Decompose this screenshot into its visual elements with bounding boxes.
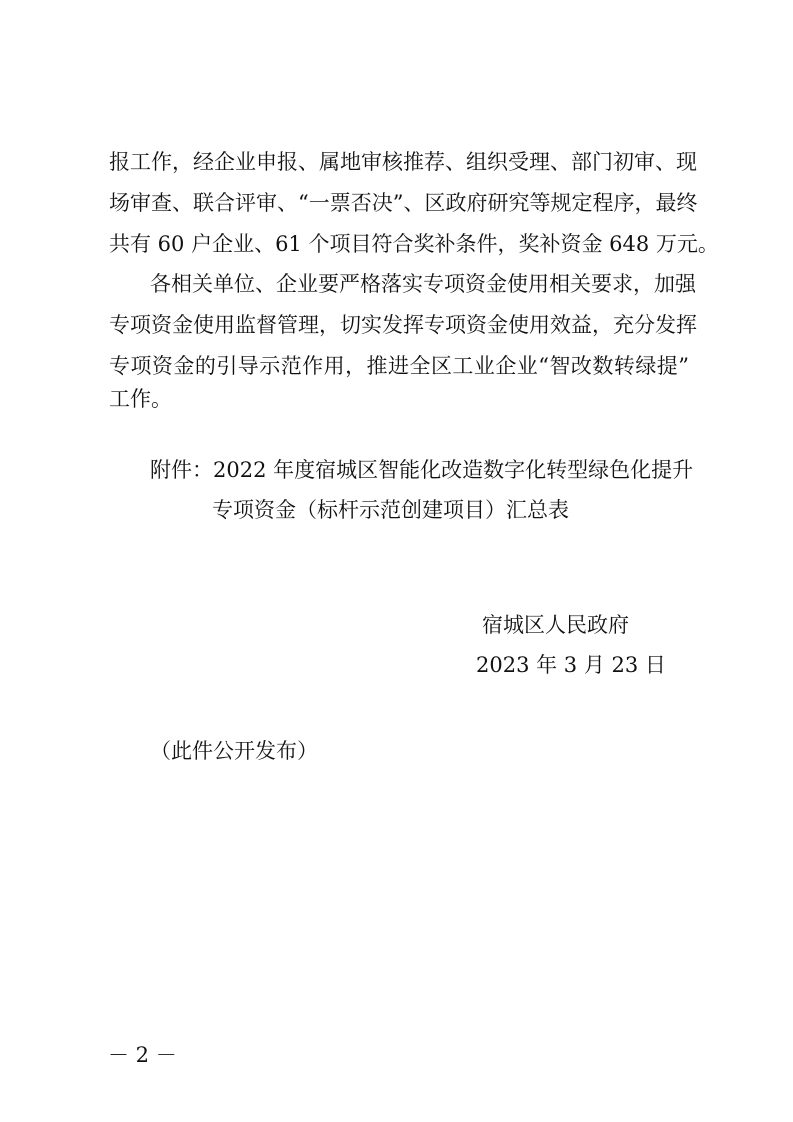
- body-line: 共有 60 户企业、61 个项目符合奖补条件，奖补资金 648 万元。: [109, 232, 719, 256]
- attachment-line: 专项资金（标杆示范创建项目）汇总表: [212, 498, 569, 522]
- body-line: 各相关单位、企业要严格落实专项资金使用相关要求，加强: [150, 272, 696, 296]
- issue-date: 2023 年 3 月 23 日: [476, 653, 666, 677]
- body-line: 专项资金使用监督管理，切实发挥专项资金使用效益，充分发挥: [109, 313, 697, 337]
- body-line: 场审查、联合评审、“一票否决”、区政府研究等规定程序，最终: [109, 191, 698, 215]
- body-line: 工作。: [109, 387, 172, 411]
- public-release-note: （此件公开发布）: [150, 739, 318, 763]
- body-line: 专项资金的引导示范作用，推进全区工业企业“智改数转绿提”: [109, 354, 689, 378]
- attachment-line: 附件：2022 年度宿城区智能化改造数字化转型绿色化提升: [150, 458, 694, 482]
- page-number: － 2 －: [108, 1043, 177, 1067]
- issuing-organization: 宿城区人民政府: [482, 613, 629, 637]
- body-line: 报工作，经企业申报、属地审核推荐、组织受理、部门初审、现: [109, 150, 697, 174]
